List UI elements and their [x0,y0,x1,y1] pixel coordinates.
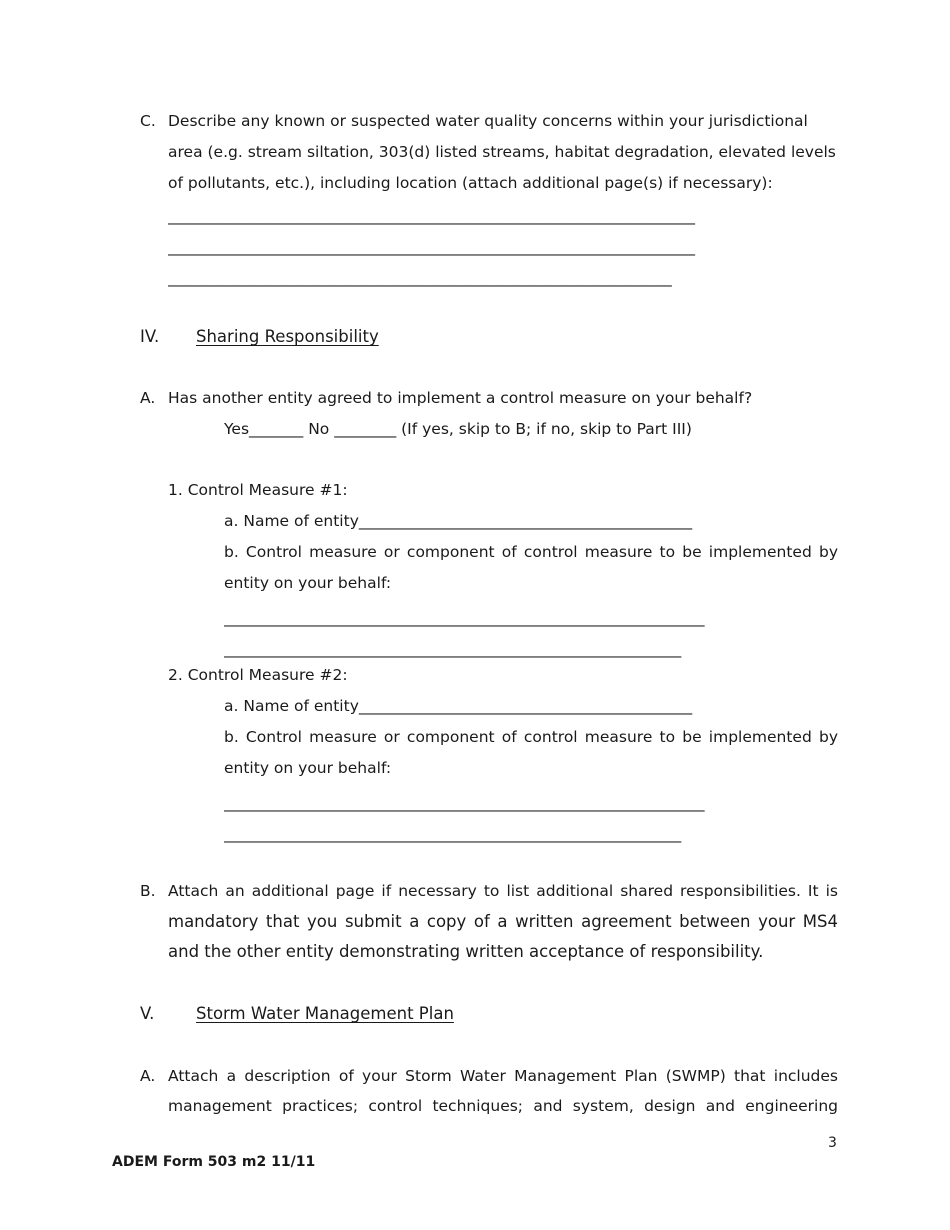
cm2-blank-1[interactable]: ______________________________________________________________ [224,794,705,812]
cm1-blank-2[interactable]: ___________________________________________________________ [224,640,682,658]
form-id: ADEM Form 503 m2 11/11 [112,1154,316,1170]
section-c-line-3: of pollutants, etc.), including location (attach additional page(s) if necessary): [168,174,773,192]
section-iv-a-question: Has another entity agreed to implement a control measure on your behalf? [168,389,753,407]
cm1-blank-1[interactable]: ______________________________________________________________ [224,609,705,627]
section-c-blank-3[interactable]: _________________________________________________________________ [168,269,672,287]
section-iv-title: Sharing Responsibility [196,327,379,346]
section-iv-b-line-1: Attach an additional page if necessary to list additional shared responsibilities. It is [168,882,838,900]
control-measure-2-heading: 2. Control Measure #2: [168,666,348,684]
cm2-blank-2[interactable]: ___________________________________________________________ [224,825,682,843]
cm1-description-line-2: entity on your behalf: [224,574,392,592]
section-iv-b-line-3: and the other entity demonstrating written acceptance of responsibility. [168,942,764,961]
section-v-title: Storm Water Management Plan [196,1004,454,1023]
section-v-a-label: A. [140,1067,156,1085]
section-c-line-2: area (e.g. stream siltation, 303(d) listed streams, habitat degradation, elevated levels [168,143,836,161]
section-v-a-line-1: Attach a description of your Storm Water Management Plan (SWMP) that includes [168,1067,838,1085]
yes-no-field[interactable]: Yes_______ No ________ (If yes, skip to B; if no, skip to Part III) [224,420,692,438]
cm1-description-line-1: b. Control measure or component of control measure to be implemented by [224,543,838,561]
section-iv-b-line-2: mandatory that you submit a copy of a written agreement between your MS4 [168,912,838,931]
cm2-entity-name-field[interactable]: a. Name of entity___________________________________________ [224,697,693,715]
section-iv-a-label: A. [140,389,156,407]
section-c-line-1: Describe any known or suspected water quality concerns within your jurisdictional [168,112,808,130]
page-number: 3 [828,1135,837,1151]
section-v-numeral: V. [140,1004,155,1023]
section-iv-numeral: IV. [140,327,160,346]
control-measure-1-heading: 1. Control Measure #1: [168,481,348,499]
section-c-blank-1[interactable]: ____________________________________________________________________ [168,207,695,225]
cm2-description-line-1: b. Control measure or component of control measure to be implemented by [224,728,838,746]
cm2-description-line-2: entity on your behalf: [224,759,392,777]
section-v-a-line-2: management practices; control techniques; and system, design and engineering [168,1097,838,1115]
section-c-blank-2[interactable]: ____________________________________________________________________ [168,238,695,256]
cm1-entity-name-field[interactable]: a. Name of entity___________________________________________ [224,512,693,530]
section-c-label: C. [140,112,156,130]
section-iv-b-label: B. [140,882,156,900]
